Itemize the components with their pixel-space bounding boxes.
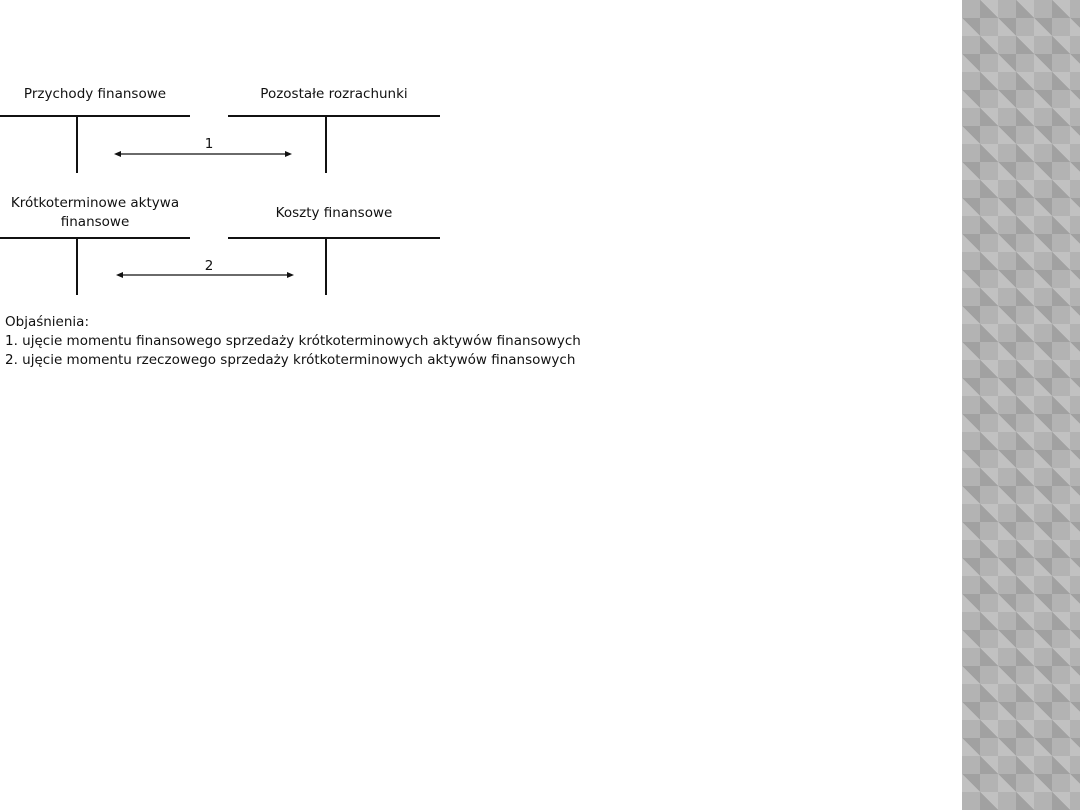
- arrow-label-2: 2: [204, 258, 214, 274]
- t-account-stem-koszty: [325, 237, 327, 295]
- explanation-item-1: 1. ujęcie momentu finansowego sprzedaży krótkoterminowych aktywów finansowych: [5, 333, 581, 349]
- explanation-item-2: 2. ujęcie momentu rzeczowego sprzedaży krótkoterminowych aktywów finansowych: [5, 352, 576, 368]
- t-account-top-line-pozostale: [228, 115, 440, 117]
- t-account-top-line-aktywa: [0, 237, 190, 239]
- account-title-pozostale-rozrachunki: Pozostałe rozrachunki: [260, 86, 408, 102]
- t-account-top-line-koszty: [228, 237, 440, 239]
- t-account-stem-przychody: [76, 115, 78, 173]
- decorative-side-panel: [962, 0, 1080, 810]
- explanations-heading: Objaśnienia:: [5, 314, 89, 330]
- t-account-top-line-przychody: [0, 115, 190, 117]
- account-title-przychody-finansowe: Przychody finansowe: [23, 86, 167, 102]
- double-arrow-2: [114, 269, 296, 281]
- arrow-label-1: 1: [204, 136, 214, 152]
- double-arrow-1: [112, 148, 294, 160]
- t-account-stem-aktywa: [76, 237, 78, 295]
- account-title-aktywa-line1: Krótkoterminowe aktywa: [10, 195, 180, 211]
- t-account-stem-pozostale: [325, 115, 327, 173]
- explanations: [5, 313, 581, 370]
- account-title-aktywa-line2: finansowe: [60, 214, 130, 230]
- account-title-koszty-finansowe: Koszty finansowe: [275, 205, 393, 221]
